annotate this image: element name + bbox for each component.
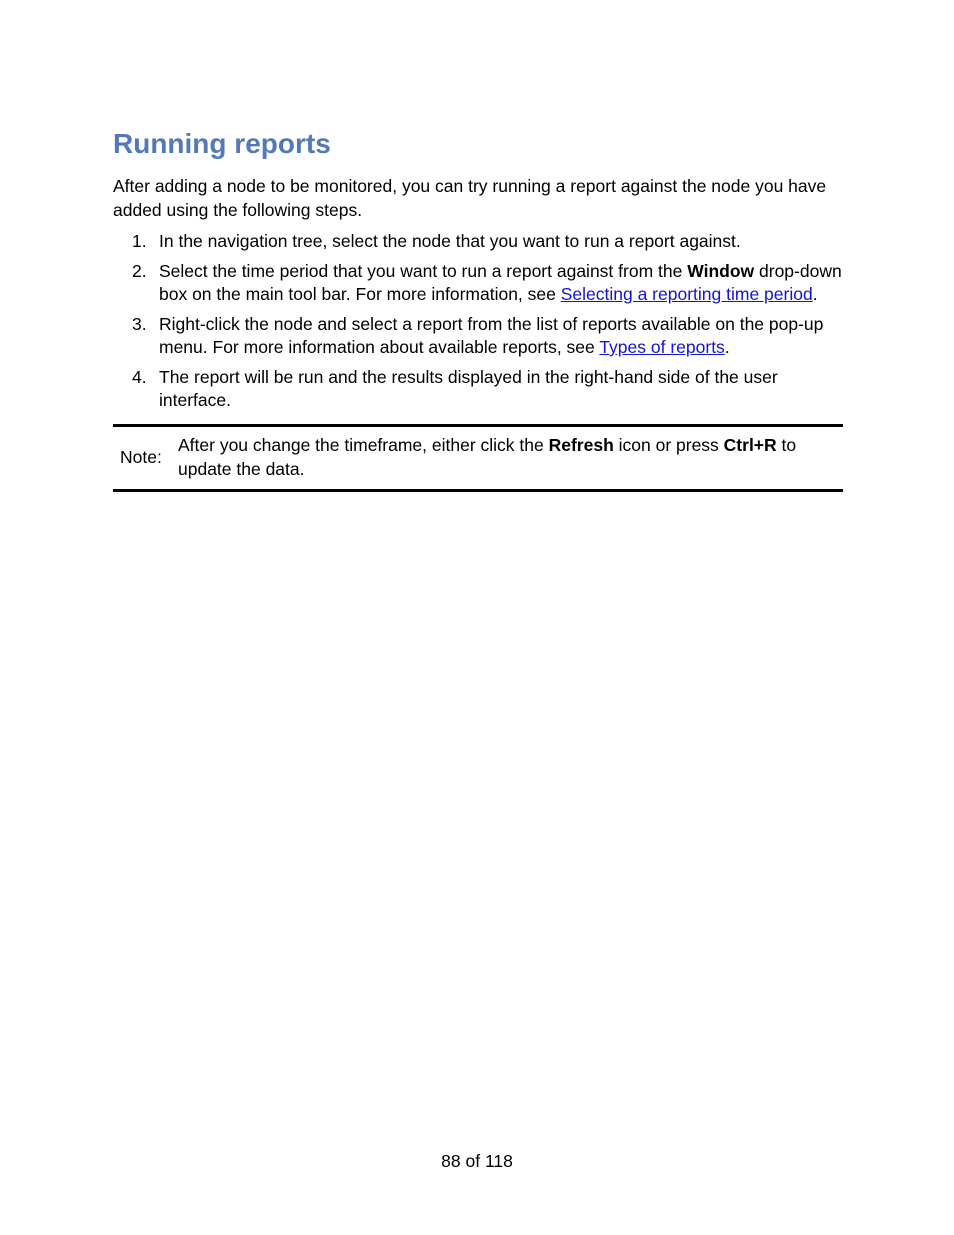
- step-text: In the navigation tree, select the node that you want to run a report against.: [159, 231, 741, 251]
- page-title: Running reports: [113, 128, 331, 159]
- step-text-middle: drop-down box on the main tool bar. For more information, see: [159, 261, 842, 304]
- step-text-after: .: [812, 284, 818, 304]
- note-text-after: to update the data.: [178, 435, 797, 479]
- page-content: [113, 124, 843, 492]
- list-item: [113, 366, 843, 412]
- note-label: Note:: [120, 447, 162, 467]
- step-text: [159, 313, 843, 359]
- step-text-before: Select the time period that you want to run a report against from the: [159, 261, 688, 281]
- note-box: [113, 424, 843, 492]
- step-number: 3.: [132, 314, 147, 334]
- ctrl-r-bold-term: Ctrl+R: [723, 435, 777, 455]
- list-item: [113, 260, 843, 306]
- note-text-middle: icon or press: [613, 435, 724, 455]
- types-of-reports-link[interactable]: Types of reports: [599, 337, 725, 357]
- step-number: 1.: [132, 231, 147, 251]
- note-text-before: After you change the timeframe, either click the: [178, 435, 549, 455]
- step-text: [159, 260, 843, 306]
- step-text-after: .: [724, 337, 730, 357]
- selecting-reporting-period-link[interactable]: Selecting a reporting time period: [560, 284, 813, 304]
- window-bold-term: Window: [687, 261, 755, 281]
- step-number: 2.: [132, 261, 147, 281]
- note-text: [178, 433, 843, 481]
- refresh-bold-term: Refresh: [548, 435, 614, 455]
- list-item: [113, 313, 843, 359]
- steps-list: [113, 230, 843, 412]
- step-text: The report will be run and the results displayed in the right-hand side of the user interface.: [159, 367, 778, 410]
- step-number: 4.: [132, 367, 147, 387]
- intro-paragraph: After adding a node to be monitored, you can try running a report against the node you have added using the following steps.: [113, 176, 827, 220]
- page-number: 88 of 118: [441, 1151, 513, 1171]
- list-item: [113, 230, 843, 253]
- step-text-before: Right-click the node and select a report from the list of reports available on the pop-up menu. For more information about available reports, see: [159, 314, 824, 357]
